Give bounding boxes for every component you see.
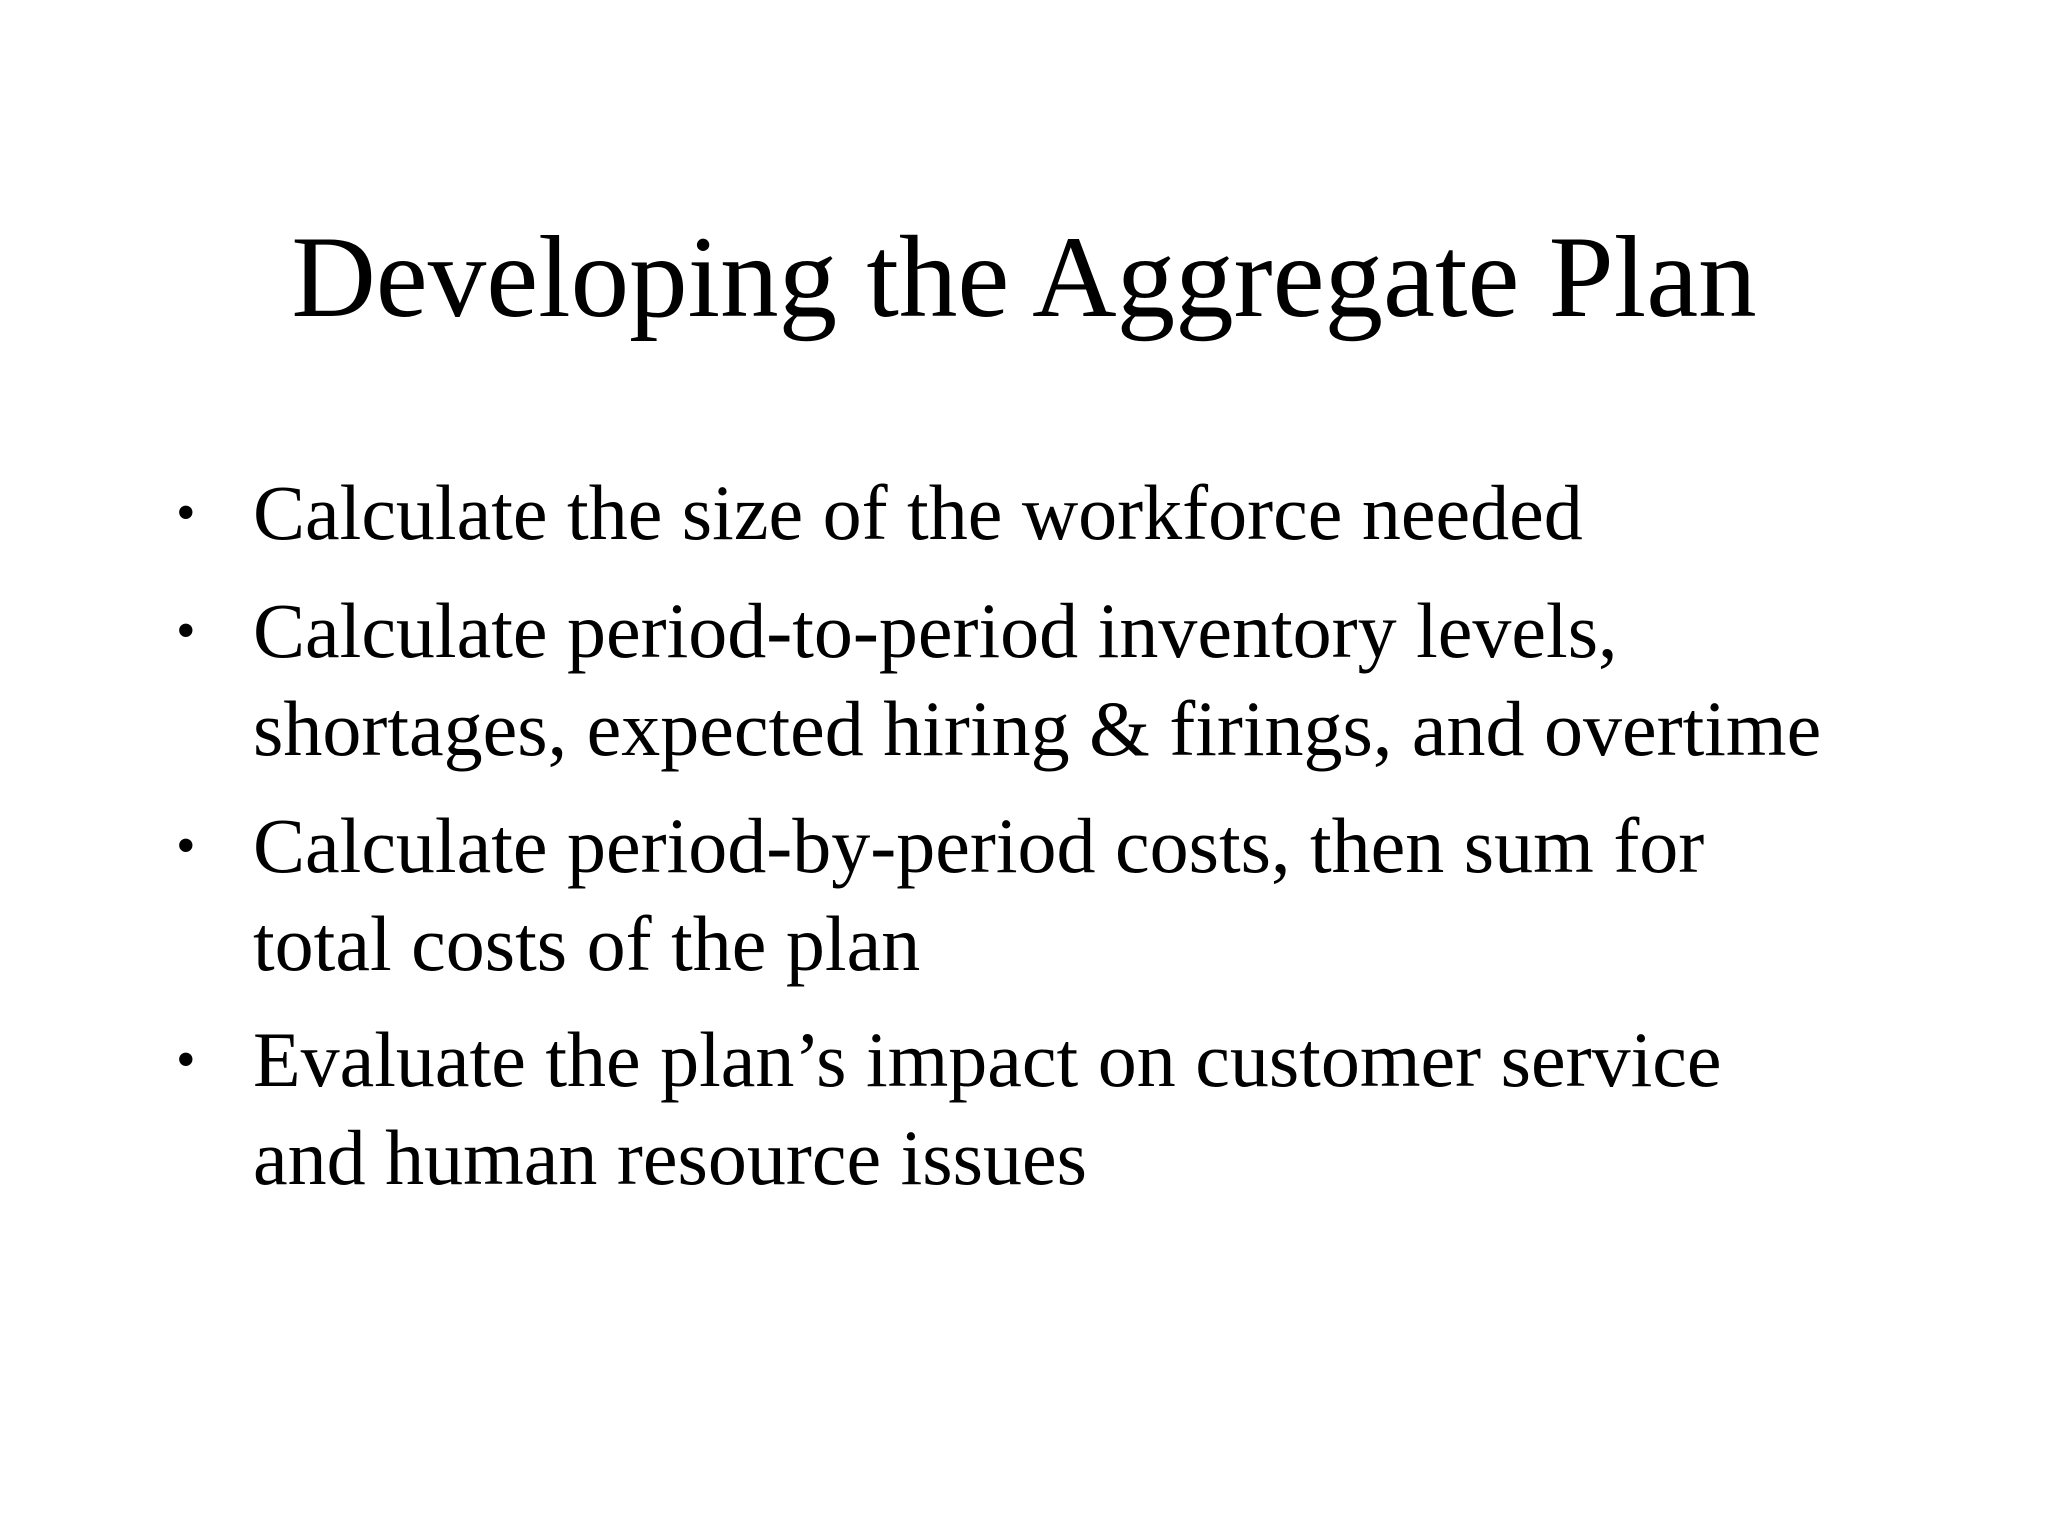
slide-title: Developing the Aggregate Plan — [291, 213, 1757, 342]
bullet-line: Calculate the size of the workforce needed — [253, 469, 1583, 556]
bullet-line: Calculate period-by-period costs, then sum for — [253, 802, 1705, 889]
bullet-dot-icon: • — [176, 482, 196, 544]
bullet-text — [253, 464, 1913, 562]
bullet-line: Evaluate the plan’s impact on customer service — [253, 1016, 1722, 1103]
bullet-dot-icon: • — [176, 600, 196, 662]
bullet-text — [253, 582, 1913, 778]
bullet-dot-icon: • — [176, 815, 196, 877]
bullet-text — [253, 797, 1913, 993]
bullet-line: and human resource issues — [253, 1114, 1087, 1201]
bullet-dot-icon: • — [176, 1029, 196, 1091]
bullet-line: shortages, expected hiring & firings, and overtime — [253, 685, 1822, 772]
bullet-line: total costs of the plan — [253, 900, 921, 987]
bullet-line: Calculate period-to-period inventory levels, — [253, 587, 1618, 674]
bullet-text — [253, 1011, 1913, 1207]
